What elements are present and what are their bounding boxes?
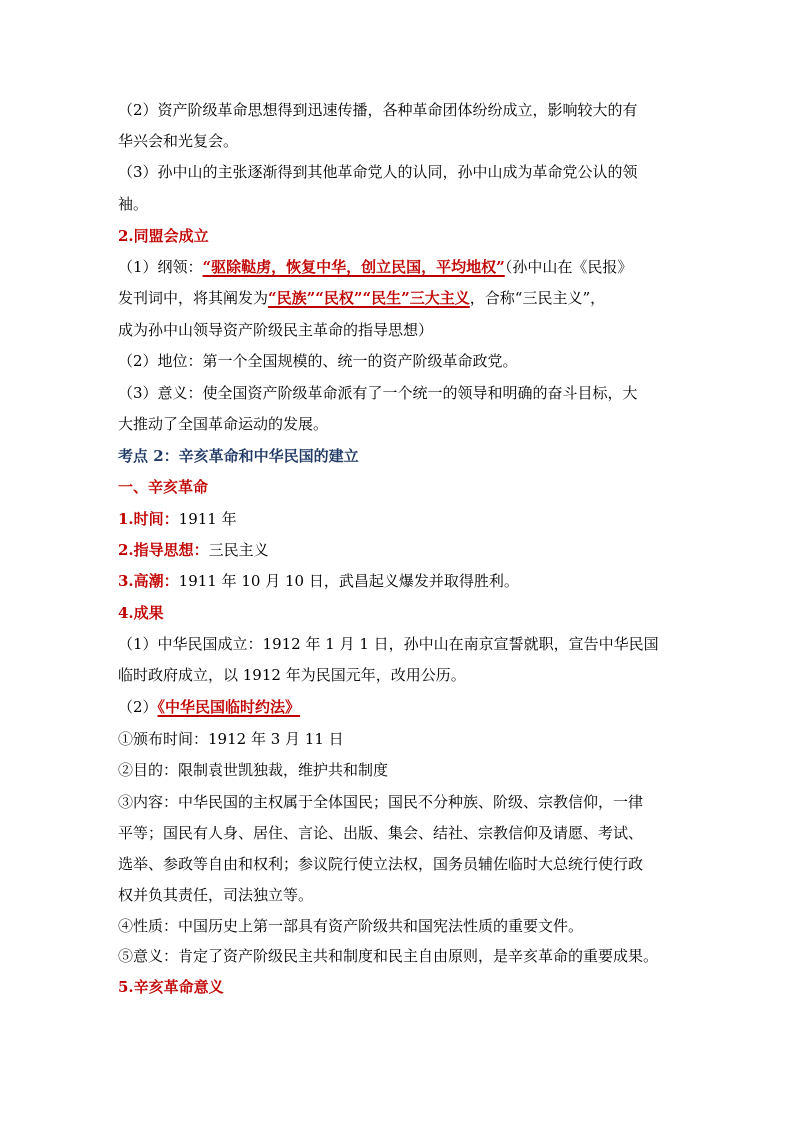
text-line: 临时政府成立，以 1912 年为民国元年，改用公历。 bbox=[118, 666, 466, 684]
text-line: ⑤意义：肯定了资产阶级民主共和制度和民主自由原则，是辛亥革命的重要成果。 bbox=[118, 947, 659, 965]
climax-label: 3.高潮： bbox=[118, 572, 179, 590]
section-heading-result: 4.成果 bbox=[118, 604, 164, 622]
text-line: 平等；国民有人身、居住、言论、出版、集会、结社、宗教信仰及请愿、考试、 bbox=[118, 824, 644, 842]
climax-line bbox=[118, 571, 519, 591]
text-line: ①颁布时间：1912 年 3 月 11 日 bbox=[118, 730, 344, 748]
text-line-program bbox=[118, 257, 632, 277]
guide-line bbox=[118, 540, 269, 560]
text-line: 权并负其责任，司法独立等。 bbox=[118, 886, 314, 904]
text-line: 成为孙中山领导资产阶级民主革命的指导思想） bbox=[118, 321, 434, 339]
law-prefix: （2） bbox=[118, 698, 158, 716]
section-heading-significance: 5.辛亥革命意义 bbox=[118, 978, 224, 996]
time-label: 1.时间： bbox=[118, 510, 179, 528]
climax-value: 1911 年 10 月 10 日，武昌起义爆发并取得胜利。 bbox=[178, 572, 519, 590]
text-line: ③内容：中华民国的主权属于全体国民；国民不分种族、阶级、宗教信仰，一律 bbox=[118, 793, 644, 811]
text-line: 袖。 bbox=[118, 195, 149, 213]
law-line bbox=[118, 697, 300, 717]
text-line: ②目的：限制袁世凯独裁，维护共和制度 bbox=[118, 761, 389, 779]
section-heading-tongmenghui: 2.同盟会成立 bbox=[118, 227, 209, 245]
sanmin-highlight: “民族”“民权”“民生”三大主义 bbox=[268, 289, 470, 307]
guide-value: 三民主义 bbox=[208, 541, 269, 559]
text-line: （2）资产阶级革命思想得到迅速传播，各种革命团体纷纷成立，影响较大的有 bbox=[118, 101, 638, 119]
program-slogan: “驱除鞑虏，恢复中华，创立民国，平均地权” bbox=[202, 258, 505, 276]
kaodian-heading: 考点 2：辛亥革命和中华民国的建立 bbox=[118, 447, 359, 465]
sanmin-prefix: 发刊词中，将其阐发为 bbox=[118, 289, 269, 307]
text-line: （3）意义：使全国资产阶级革命派有了一个统一的领导和明确的奋斗目标，大 bbox=[118, 384, 638, 402]
text-line: 华兴会和光复会。 bbox=[118, 132, 239, 150]
guide-label: 2.指导思想： bbox=[118, 541, 209, 559]
program-suffix: （孙中山在《民报》 bbox=[504, 258, 633, 276]
text-line: （3）孙中山的主张逐渐得到其他革命党人的认同，孙中山成为革命党公认的领 bbox=[118, 163, 638, 181]
law-title: 《中华民国临时约法》 bbox=[157, 698, 301, 716]
text-line: （2）地位：第一个全国规模的、统一的资产阶级革命政党。 bbox=[118, 352, 518, 370]
program-prefix: （1）纲领： bbox=[118, 258, 203, 276]
text-line: 大推动了全国革命运动的发展。 bbox=[118, 415, 329, 433]
text-line-sanmin bbox=[118, 288, 605, 308]
time-line bbox=[118, 509, 237, 529]
text-line: （1）中华民国成立：1912 年 1 月 1 日，孙中山在南京宣誓就职，宣告中华民国 bbox=[118, 635, 659, 653]
text-line: 选举、参政等自由和权利；参议院行使立法权，国务员辅佐临时大总统行使行政 bbox=[118, 855, 644, 873]
text-line: ④性质：中国历史上第一部具有资产阶级共和国宪法性质的重要文件。 bbox=[118, 917, 584, 935]
section-heading-xinhai: 一、辛亥革命 bbox=[118, 478, 209, 496]
time-value: 1911 年 bbox=[178, 510, 237, 528]
sanmin-suffix: ，合称“三民主义”， bbox=[469, 289, 606, 307]
